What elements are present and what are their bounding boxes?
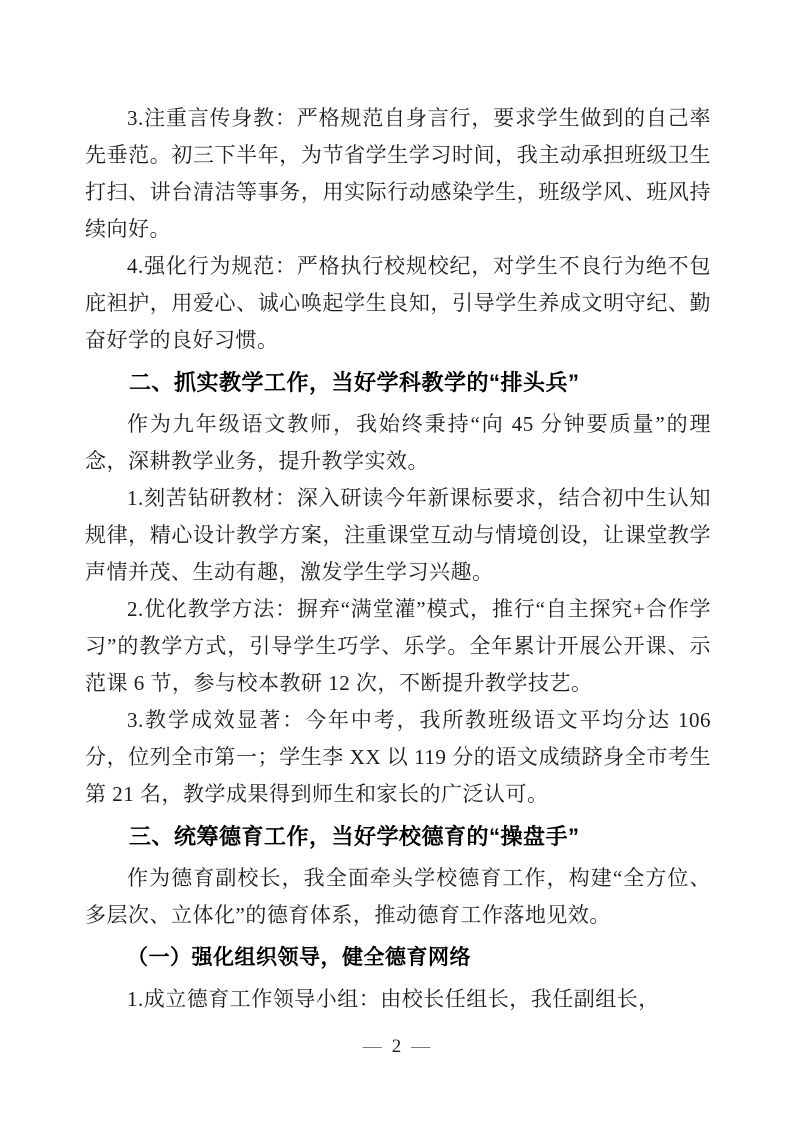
paragraph-teaching-methods: 2.优化教学方法：摒弃“满堂灌”模式，推行“自主探究+合作学习”的教学方式，引导学生巧学、乐学。全年累计开展公开课、示范课 6 节，参与校本教研 12 次，不断提升教学技艺。 [85, 597, 711, 695]
document-body [85, 100, 711, 1018]
paragraph-leading-group: 1.成立德育工作领导小组：由校长任组长，我任副组长， [127, 987, 660, 1011]
sub-heading-organization: （一）强化组织领导，健全德育网络 [127, 945, 471, 969]
paragraph-self-example: 3.注重言传身教：严格规范自身言行，要求学生做到的自己率先垂范。初三下半年，为节省学生学习时间，我主动承担班级卫生打扫、讲台清洁等事务，用实际行动感染学生，班级学风、班风持续向好。 [85, 106, 711, 241]
section-heading-teaching: 二、抓实教学工作，当好学科教学的“排头兵” [129, 370, 580, 395]
paragraph-moral-intro: 作为德育副校长，我全面牵头学校德育工作，构建“全方位、多层次、立体化”的德育体系，推动德育工作落地见效。 [85, 866, 711, 927]
page-footer [0, 1036, 793, 1058]
paragraph-teaching-intro: 作为九年级语文教师，我始终秉持“向 45 分钟要质量”的理念，深耕教学业务，提升教学实效。 [85, 412, 711, 473]
paragraph-teaching-results: 3.教学成效显著：今年中考，我所教班级语文平均分达 106 分，位列全市第一；学生李 XX 以 119 分的语文成绩跻身全市考生第 21 名，教学成果得到师生和家长的广泛认可。 [85, 708, 711, 806]
page-number: 2 [391, 1036, 402, 1057]
paragraph-study-materials: 1.刻苦钻研教材：深入研读今年新课标要求，结合初中生认知规律，精心设计教学方案，注重课堂互动与情境创设，让课堂教学声情并茂、生动有趣，激发学生学习兴趣。 [85, 486, 711, 584]
section-heading-moral-education: 三、统筹德育工作，当好学校德育的“操盘手” [129, 824, 580, 849]
footer-right-dash: — [411, 1036, 431, 1057]
footer-left-dash: — [362, 1036, 382, 1057]
paragraph-behavior-rules: 4.强化行为规范：严格执行校规校纪，对学生不良行为绝不包庇袒护，用爱心、诚心唤起学生良知，引导学生养成文明守纪、勤奋好学的良好习惯。 [85, 254, 711, 352]
